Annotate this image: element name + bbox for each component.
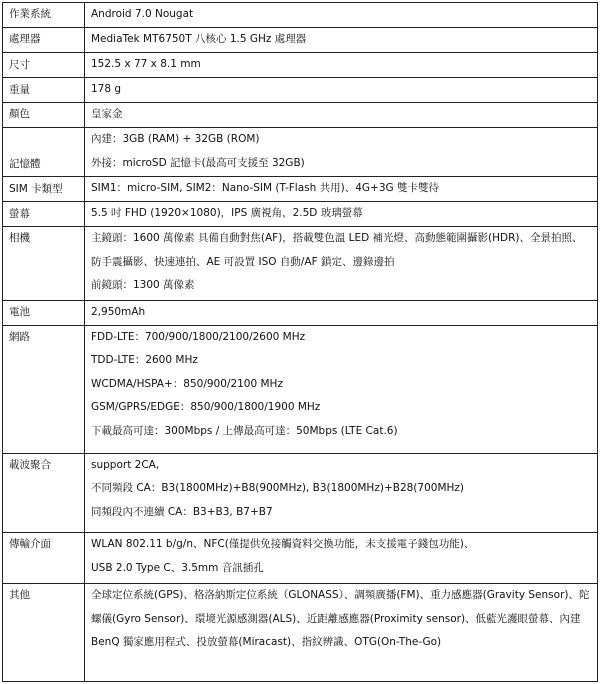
- row-value: 外接：microSD 記憶卡(最高可支援至 32GB): [91, 156, 305, 169]
- row-label: 處理器: [3, 28, 85, 53]
- spec-table: [2, 2, 598, 682]
- table-row: [3, 128, 598, 177]
- table-row: [3, 103, 598, 128]
- row-label: 傳輸介面: [3, 533, 85, 584]
- row-value: 不同頻段 CA：B3(1800MHz)+B8(900MHz), B3(1800MHz)+B28(700MHz): [91, 482, 465, 495]
- row-value: FDD-LTE：700/900/1800/2100/2600 MHz: [91, 330, 306, 343]
- row-label: 載波聚合: [3, 453, 85, 532]
- row-value: 全球定位系統(GPS)、格洛納斯定位系統（GLONASS）、調頻廣播(FM)、重力感應器(Gravity Sensor)、陀螺儀(Gyro Sensor)、環境光源感測器(ALS)、近距離感應器(Proximity sensor)、低藍光護眼螢幕、內建 BenQ 獨家應用程式、投放螢幕(Miracast)、指紋辨識、OTG(On-The-Go): [91, 589, 590, 649]
- row-value: 5.5 吋 FHD (1920×1080)，IPS 廣視角，2.5D 玻璃螢幕: [91, 207, 363, 220]
- row-value: 152.5 x 77 x 8.1 mm: [91, 58, 201, 71]
- table-row: [3, 453, 598, 532]
- row-label: 其他: [3, 584, 85, 682]
- row-value: WLAN 802.11 b/g/n、NFC(僅提供免接觸資料交換功能，未支援電子錢包功能)、: [91, 538, 475, 551]
- table-row: [3, 177, 598, 202]
- row-label: 電池: [3, 300, 85, 325]
- row-value: 同頻段內不連續 CA：B3+B3, B7+B7: [91, 506, 273, 519]
- table-row: [3, 300, 598, 325]
- row-value: 內建：3GB (RAM) + 32GB (ROM): [91, 133, 260, 146]
- table-row: [3, 533, 598, 584]
- row-value: 178 g: [91, 83, 122, 96]
- row-value: 下載最高可達：300Mbps / 上傳最高可達：50Mbps (LTE Cat.6): [91, 424, 398, 437]
- row-value: Android 7.0 Nougat: [91, 8, 194, 20]
- row-value: 皇家金: [91, 108, 123, 121]
- row-label: SIM 卡類型: [3, 177, 85, 202]
- row-value: SIM1：micro-SIM, SIM2：Nano-SIM (T-Flash 共用)、4G+3G 雙卡雙待: [91, 182, 439, 195]
- row-label: 記憶體: [3, 128, 85, 177]
- row-value: 2,950mAh: [91, 305, 146, 318]
- row-value: MediaTek MT6750T 八核心 1.5 GHz 處理器: [91, 33, 307, 46]
- table-row: [3, 53, 598, 78]
- row-value: TDD-LTE：2600 MHz: [91, 354, 198, 367]
- table-row: [3, 325, 598, 453]
- table-row: [3, 584, 598, 682]
- row-value: 主鏡頭：1600 萬像素 具備自動對焦(AF)，搭載雙色溫 LED 補光燈、高動態範圍攝影(HDR)、全景拍照、防手震攝影、快速連拍、AE 可設置 ISO 自動/AF 鎖定、邊錄邊拍: [91, 232, 583, 268]
- row-value: USB 2.0 Type C、3.5mm 音訊插孔: [91, 561, 264, 574]
- row-value: WCDMA/HSPA+：850/900/2100 MHz: [91, 377, 283, 390]
- row-value: 前鏡頭：1300 萬像素: [91, 279, 195, 292]
- table-row: [3, 3, 598, 28]
- row-label: 重量: [3, 78, 85, 103]
- table-row: [3, 227, 598, 300]
- row-value: support 2CA,: [91, 458, 160, 471]
- row-label: 螢幕: [3, 202, 85, 227]
- table-row: [3, 78, 598, 103]
- row-label: 尺寸: [3, 53, 85, 78]
- table-row: [3, 28, 598, 53]
- row-label: 相機: [3, 227, 85, 300]
- row-label: 作業系統: [3, 3, 85, 28]
- row-value: GSM/GPRS/EDGE：850/900/1800/1900 MHz: [91, 401, 321, 414]
- table-row: [3, 202, 598, 227]
- row-label: 網路: [3, 325, 85, 453]
- row-label: 顏色: [3, 103, 85, 128]
